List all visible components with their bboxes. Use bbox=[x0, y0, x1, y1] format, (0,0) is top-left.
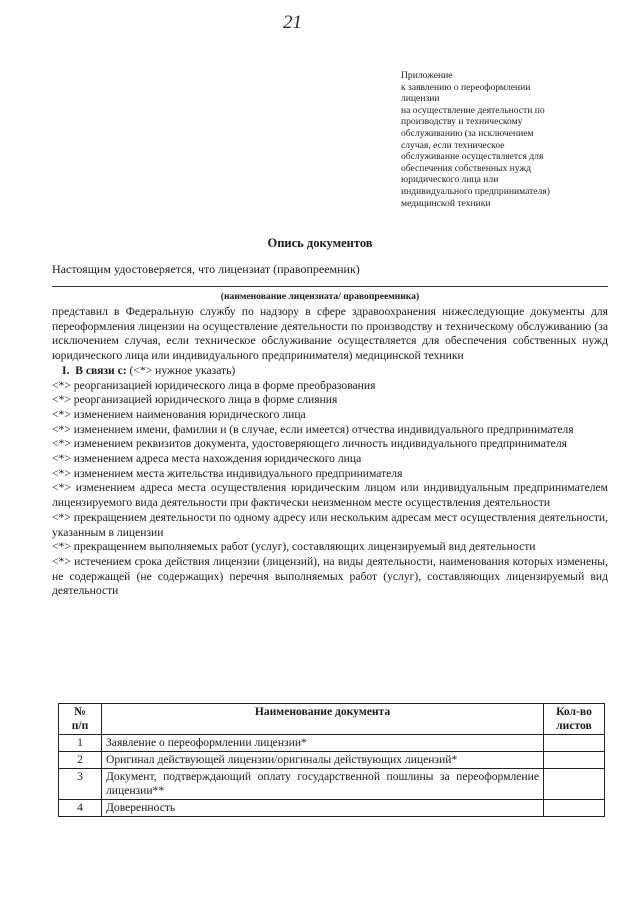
section-heading bbox=[52, 364, 608, 379]
document-title: Опись документов bbox=[267, 236, 373, 250]
reason-item: <*> изменением адреса места нахождения юридического лица bbox=[52, 452, 362, 466]
appendix-line: Приложение bbox=[401, 70, 453, 81]
header-qty-line2: листов bbox=[556, 719, 592, 732]
appendix-line: обслуживанию (за исключением bbox=[401, 127, 534, 139]
row-number: 4 bbox=[59, 800, 102, 817]
document-body bbox=[52, 305, 608, 599]
row-number: 3 bbox=[59, 769, 102, 800]
appendix-line: обслуживание осуществляется для bbox=[401, 151, 544, 163]
section-note: (<*> нужное указать) bbox=[129, 363, 236, 377]
reason-item: <*> изменением адреса места осуществления юридическим лицом или индивидуальным предпринимателем лицензируемого вида деятельности при фактически неизменном месте осуществления деятельности bbox=[52, 481, 608, 510]
section-title: В связи с: bbox=[75, 363, 127, 377]
row-document-name: Доверенность bbox=[102, 800, 544, 817]
reason-item: <*> истечением срока действия лицензии (лицензий), на виды деятельности, наименования которых изменены, не содержащей (не содержащих) перечня выполняемых работ (услуг), составляющих лицензируемый вид деятельности bbox=[52, 554, 608, 598]
row-document-name: Заявление о переоформлении лицензии* bbox=[102, 735, 544, 752]
header-number-line2: п/п bbox=[71, 719, 89, 732]
header-document-name: Наименование документа bbox=[102, 704, 544, 735]
row-sheet-count bbox=[544, 735, 605, 752]
header-number-line1: № bbox=[74, 705, 86, 718]
reason-item: <*> прекращением деятельности по одному адресу или нескольким адресам мест осуществления деятельности, указанным в лицензии bbox=[52, 510, 608, 539]
appendix-line: к заявлению о переоформлении bbox=[401, 81, 531, 93]
header-number bbox=[59, 704, 102, 735]
documents-table bbox=[58, 703, 605, 817]
appendix-line: юридического лица или bbox=[401, 174, 499, 186]
row-document-name: Документ, подтверждающий оплату государственной пошлины за переоформление лицензии** bbox=[102, 769, 544, 800]
reason-item: <*> изменением имени, фамилии и (в случае, если имеется) отчества индивидуального предпринимателя bbox=[52, 422, 574, 436]
table-row bbox=[59, 752, 605, 769]
header-sheet-count bbox=[544, 704, 605, 735]
reason-item: <*> изменением наименования юридического лица bbox=[52, 407, 306, 421]
page-number: 21 bbox=[283, 12, 302, 33]
reason-item: <*> реорганизацией юридического лица в форме слияния bbox=[52, 393, 338, 407]
table-row bbox=[59, 735, 605, 752]
intro-text: Настоящим удостоверяется, что лицензиат (правопреемник) bbox=[52, 262, 360, 276]
row-sheet-count bbox=[544, 800, 605, 817]
section-numeral: I. bbox=[62, 363, 70, 377]
appendix-line: индивидуального предпринимателя) bbox=[401, 185, 550, 197]
table-row bbox=[59, 800, 605, 817]
row-number: 1 bbox=[59, 735, 102, 752]
appendix-line: обеспечения собственных нужд bbox=[401, 162, 531, 174]
licensee-name-blank bbox=[52, 286, 608, 287]
body-paragraph: представил в Федеральную службу по надзору в сфере здравоохранения нижеследующие документы для переоформления лицензии на осуществление деятельности по производству и техническому обслуживанию (за исключением случая, если техническое обслуживание осуществляется для обеспечения собственных нужд юридического лица или индивидуального предпринимателя) медицинской техники bbox=[52, 305, 608, 363]
appendix-line: лицензии bbox=[401, 93, 440, 105]
reason-item: <*> изменением места жительства индивидуального предпринимателя bbox=[52, 466, 403, 480]
licensee-name-caption: (наименование лицензиата/ правопреемника) bbox=[220, 291, 420, 302]
reason-item: <*> изменением реквизитов документа, удостоверяющего личность индивидуального предпринимателя bbox=[52, 437, 567, 451]
reason-item: <*> прекращением выполняемых работ (услуг), составляющих лицензируемый вид деятельности bbox=[52, 540, 536, 554]
appendix-line: случая, если техническое bbox=[401, 139, 505, 151]
header-qty-line1: Кол-во bbox=[556, 705, 592, 718]
row-document-name: Оригинал действующей лицензии/оригиналы действующих лицензий* bbox=[102, 752, 544, 769]
appendix-line: на осуществление деятельности по bbox=[401, 104, 545, 116]
table-header-row bbox=[59, 704, 605, 735]
row-sheet-count bbox=[544, 752, 605, 769]
row-number: 2 bbox=[59, 752, 102, 769]
appendix-line: производству и техническому bbox=[401, 116, 523, 128]
row-sheet-count bbox=[544, 769, 605, 800]
appendix-line: медицинской техники bbox=[401, 197, 491, 209]
table-row bbox=[59, 769, 605, 800]
reason-item: <*> реорганизацией юридического лица в форме преобразования bbox=[52, 378, 376, 392]
appendix-note bbox=[401, 70, 591, 209]
